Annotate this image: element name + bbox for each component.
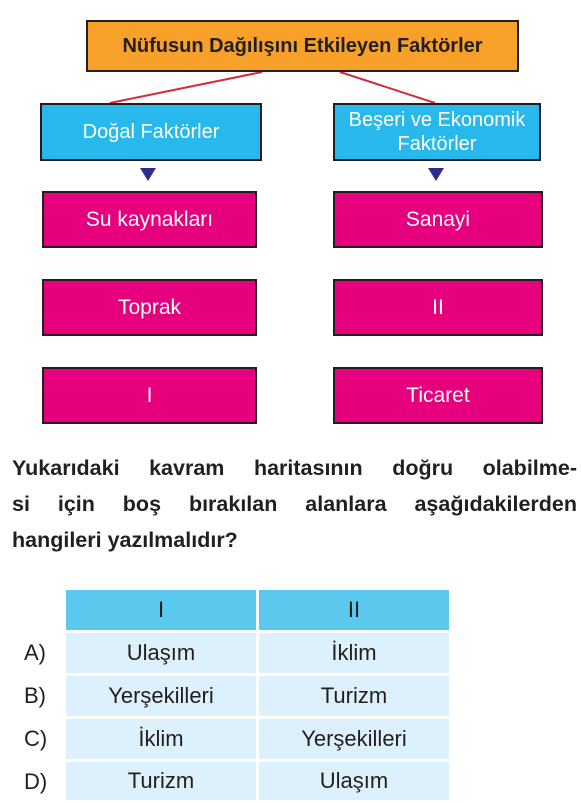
option-c-i: İklim: [66, 719, 256, 759]
connector-right: [340, 72, 435, 103]
option-c-letter[interactable]: C): [24, 726, 48, 751]
diagram-title: Nüfusun Dağılışını Etkileyen Faktörler: [86, 20, 519, 72]
question-line-2: si için boş bırakılan alanlara aşağıdakilerden: [12, 492, 577, 516]
option-b-ii: Turizm: [259, 676, 449, 716]
header-II: II: [259, 590, 449, 630]
natural-item-blank-I: I: [42, 367, 257, 424]
category-human-economic-line2: Faktörler: [397, 133, 477, 155]
header-I: I: [66, 590, 256, 630]
question-line-1: Yukarıdaki kavram haritasının doğru olabilme-: [12, 456, 577, 480]
option-d-i: Turizm: [66, 762, 256, 800]
natural-item-water: Su kaynakları: [42, 191, 257, 248]
arrow-right-icon: [428, 168, 444, 181]
question-text: [12, 450, 577, 558]
human-item-blank-II: II: [333, 279, 543, 336]
question-line-3: hangileri yazılmalıdır?: [12, 528, 238, 552]
option-d-letter[interactable]: D): [24, 769, 48, 794]
natural-item-soil: Toprak: [42, 279, 257, 336]
category-human-economic-line1: Beşeri ve Ekonomik: [348, 109, 526, 131]
option-b-letter[interactable]: B): [24, 683, 46, 708]
option-c-ii: Yerşekilleri: [259, 719, 449, 759]
human-item-industry: Sanayi: [333, 191, 543, 248]
option-a-i: Ulaşım: [66, 633, 256, 673]
category-human-economic: [333, 103, 541, 161]
option-a-ii: İklim: [259, 633, 449, 673]
option-d-ii: Ulaşım: [259, 762, 449, 800]
human-item-trade: Ticaret: [333, 367, 543, 424]
category-natural: Doğal Faktörler: [40, 103, 262, 161]
connector-left: [110, 72, 262, 103]
option-a-letter[interactable]: A): [24, 640, 46, 665]
arrow-left-icon: [140, 168, 156, 181]
option-b-i: Yerşekilleri: [66, 676, 256, 716]
